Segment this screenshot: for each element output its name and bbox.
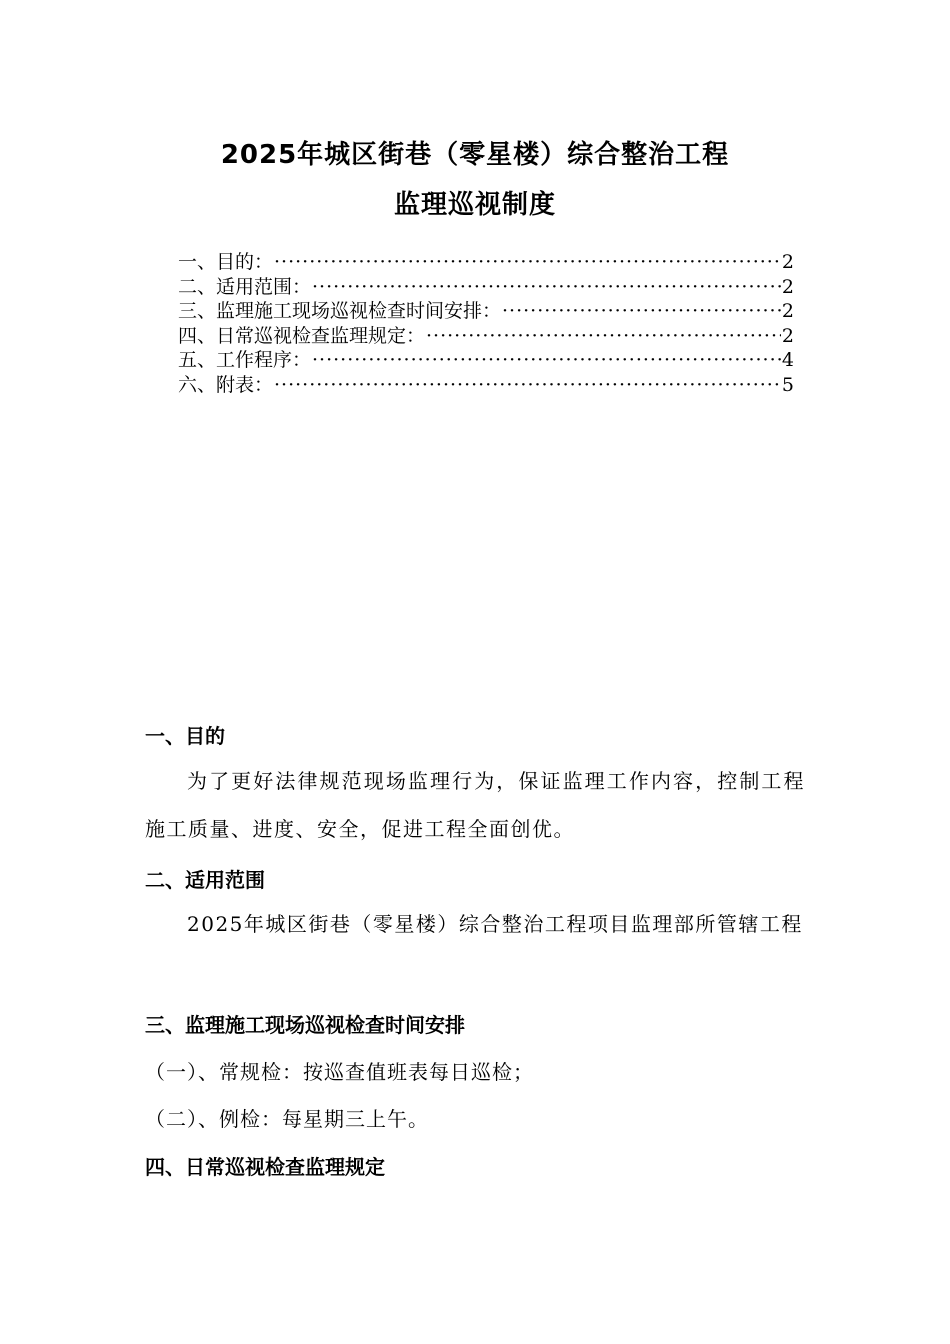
- toc-entry[interactable]: [178, 373, 794, 398]
- toc-entry-page: 2: [781, 300, 794, 322]
- toc-dot-leader: [426, 324, 781, 349]
- document-subtitle: 监理巡视制度: [393, 190, 556, 220]
- document-title: 2025年城区街巷（零星楼）综合整治工程: [220, 140, 730, 170]
- toc-entry-label: 三、监理施工现场巡视检查时间安排：: [178, 300, 502, 322]
- schedule-item-weekly: （二）、例检：每星期三上午。: [145, 1107, 429, 1131]
- toc-dot-leader: [312, 348, 781, 373]
- toc-entry-page: 4: [781, 349, 794, 371]
- section-heading-schedule: 三、监理施工现场巡视检查时间安排: [145, 1013, 465, 1037]
- section-heading-regulations: 四、日常巡视检查监理规定: [145, 1155, 385, 1179]
- toc-entry-label: 二、适用范围：: [178, 275, 312, 298]
- table-of-contents: [178, 250, 794, 397]
- toc-entry[interactable]: [178, 348, 794, 373]
- section-paragraph-scope: 2025年城区街巷（零星楼）综合整治工程项目监理部所管辖工程: [187, 912, 803, 936]
- toc-entry[interactable]: [178, 250, 794, 275]
- toc-dot-leader: [312, 275, 781, 300]
- section-paragraph-purpose: 为了更好法律规范现场监理行为，保证监理工作内容，控制工程施工质量、进度、安全，促进工程全面创优。: [145, 769, 805, 841]
- section-heading-scope: 二、适用范围: [145, 868, 265, 892]
- toc-entry-label: 六、附表：: [178, 373, 274, 396]
- toc-dot-leader: [274, 250, 781, 275]
- toc-entry[interactable]: [178, 324, 794, 349]
- toc-entry-page: 2: [781, 251, 794, 273]
- toc-dot-leader: [502, 299, 781, 324]
- toc-dot-leader: [274, 373, 781, 398]
- toc-entry[interactable]: [178, 299, 794, 324]
- toc-entry-page: 5: [781, 373, 794, 396]
- toc-entry-label: 四、日常巡视检查监理规定：: [178, 324, 426, 347]
- section-heading-purpose: 一、目的: [145, 724, 225, 748]
- toc-entry[interactable]: [178, 275, 794, 300]
- toc-entry-label: 一、目的：: [178, 251, 274, 273]
- toc-entry-label: 五、工作程序：: [178, 349, 312, 371]
- toc-entry-page: 2: [781, 275, 794, 298]
- toc-entry-page: 2: [781, 324, 794, 347]
- schedule-item-routine: （一）、常规检：按巡查值班表每日巡检；: [145, 1060, 534, 1084]
